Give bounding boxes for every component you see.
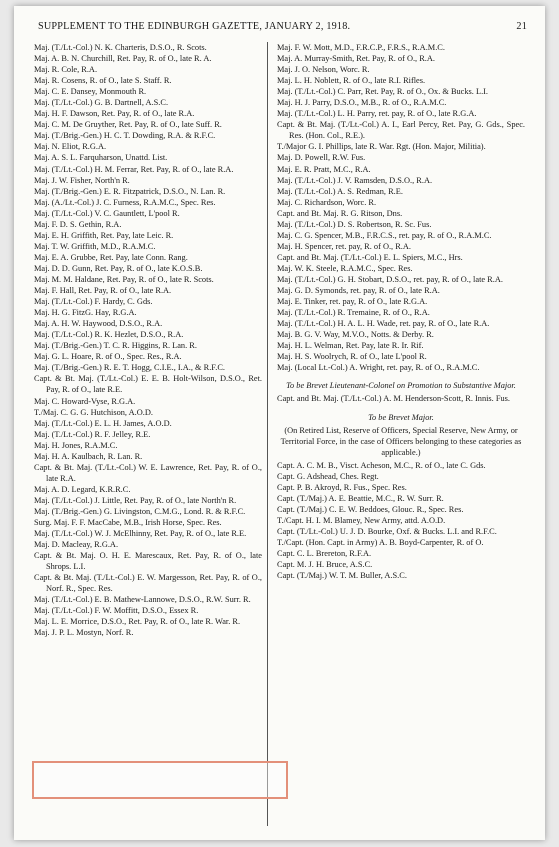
page-number: 21 <box>516 21 527 32</box>
highlight-box <box>32 761 288 799</box>
gazette-entry: Maj. W. K. Steele, R.A.M.C., Spec. Res. <box>277 263 413 273</box>
gazette-entry: Capt. and Bt. Maj. (T./Lt.-Col.) A. M. Henderson-Scott, R. Innis. Fus. <box>277 394 510 404</box>
gazette-entry: Maj. F. D. S. Gethin, R.A. <box>34 219 122 229</box>
gazette-entry: Maj. C. E. Dansey, Monmouth R. <box>34 87 147 97</box>
gazette-entry: Maj. H. G. FitzG. Hay, R.G.A. <box>34 308 137 318</box>
gazette-entry: Maj. B. G. V. Way, M.V.O., Notts. & Derby. R. <box>277 330 434 340</box>
gazette-entry: Maj. (T./Brig.-Gen.) E. R. Fitzpatrick, D.S.O., N. Lan. R. <box>34 186 226 196</box>
gazette-entry: Maj. (T./Lt.-Col.) L. H. Parry, ret. pay, R. of O., late R.G.A. <box>277 109 477 119</box>
gazette-entry: Maj. (T./Lt.-Col.) E. B. Mathew-Lannowe, D.S.O., R.W. Surr. R. <box>34 595 251 605</box>
gazette-entry: Maj. (T./Brig.-Gen.) T. C. R. Higgins, R. Lan. R. <box>34 341 197 351</box>
gazette-entry: Maj. H. S. Woolrych, R. of O., late L'pool R. <box>277 352 427 362</box>
gazette-entry: T./Capt. (Hon. Capt. in Army) A. B. Boyd-Carpenter, R. of O. <box>277 538 484 548</box>
gazette-entry: Maj. D. Macleay, R.G.A. <box>34 540 119 550</box>
gazette-entry: Maj. R. Cole, R.A. <box>34 65 98 75</box>
gazette-entry: T./Capt. H. I. M. Blamey, New Army, attd. A.O.D. <box>277 515 446 525</box>
column-divider <box>267 42 268 826</box>
gazette-entry: Capt. & Bt. Maj. (T./Lt.-Col.) E. E. B. Holt-Wilson, D.S.O., Ret. Pay, R. of O., late R.E. <box>34 374 262 395</box>
gazette-entry: Surg. Maj. F. F. MacCabe, M.B., Irish Horse, Spec. Res. <box>34 518 222 528</box>
gazette-entry: Maj. H. F. Dawson, Ret. Pay, R. of O., late R.A. <box>34 109 195 119</box>
gazette-entry: Maj. (T./Lt.-Col.) G. H. Stobart, D.S.O., ret. pay, R. of O., late R.A. <box>277 274 503 284</box>
gazette-entry: Maj. D. Powell, R.W. Fus. <box>277 153 366 163</box>
gazette-entry: T./Major G. I. Phillips, late R. War. Rgt. (Hon. Major, Militia). <box>277 142 486 152</box>
gazette-entry: Capt. C. L. Brereton, R.F.A. <box>277 549 372 559</box>
gazette-entry: Maj. C. G. Spencer, M.B., F.R.C.S., ret. pay, R. of O., R.A.M.C. <box>277 230 492 240</box>
gazette-entry: Maj. (T./Lt.-Col.) F. W. Moffitt, D.S.O., Essex R. <box>34 606 199 616</box>
gazette-entry: Maj. A. H. W. Haywood, D.S.O., R.A. <box>34 319 163 329</box>
gazette-entry: Maj. A. Murray-Smith, Ret. Pay, R. of O., R.A. <box>277 54 435 64</box>
gazette-entry: Maj. H. A. Kaulbach, R. Lan. R. <box>34 451 143 461</box>
gazette-entry: Capt. & Bt. Maj. (T./Lt.-Col.) E. W. Margesson, Ret. Pay, R. of O., Norf. R., Spec. Res. <box>34 573 262 594</box>
gazette-entry: Maj. H. Jones, R.A.M.C. <box>34 440 118 450</box>
gazette-entry: Capt. (T./Maj.) C. E. W. Beddoes, Glouc. R., Spec. Res. <box>277 504 464 514</box>
gazette-entry: Maj. (T./Lt.-Col.) W. J. McElhinny, Ret. Pay, R. of O., late R.E. <box>34 529 247 539</box>
gazette-entry: Capt. & Bt. Maj. (T./Lt.-Col.) W. E. Lawrence, Ret. Pay, R. of O., late R.A. <box>34 462 262 483</box>
gazette-entry: Maj. (T./Lt.-Col.) G. B. Dartnell, A.S.C. <box>34 98 169 108</box>
gazette-entry: Maj. (T./Lt.-Col.) C. Parr, Ret. Pay, R. of O., Ox. & Bucks. L.I. <box>277 87 489 97</box>
gazette-entry: Maj. (T./Lt.-Col.) H. M. Ferrar, Ret. Pay, R. of O., late R.A. <box>34 164 234 174</box>
gazette-entry: Capt. (T./Maj.) W. T. M. Buller, A.S.C. <box>277 571 407 581</box>
gazette-entry: Maj. J. O. Nelson, Worc. R. <box>277 65 370 75</box>
gazette-entry: Maj. (T./Lt.-Col.) N. K. Charteris, D.S.O., R. Scots. <box>34 43 207 52</box>
gazette-entry: Maj. (T./Brig.-Gen.) H. C. T. Dowding, R.A. & R.F.C. <box>34 131 216 141</box>
gazette-entry: Maj. A. B. N. Churchill, Ret. Pay, R. of O., late R. A. <box>34 54 212 64</box>
gazette-entry: Capt. and Bt. Maj. (T./Lt.-Col.) E. L. Spiers, M.C., Hrs. <box>277 252 463 262</box>
gazette-entry: Capt. M. J. H. Bruce, A.S.C. <box>277 560 373 570</box>
header-title: SUPPLEMENT TO THE EDINBURGH GAZETTE, JANUARY 2, 1918. <box>38 21 351 32</box>
gazette-entry: Maj. L. H. Noblett, R. of O., late R.I. Rifles. <box>277 76 426 86</box>
gazette-entry: Maj. E. H. Griffith, Ret. Pay, late Leic. R. <box>34 230 174 240</box>
gazette-entry: Maj. (T./Brig.-Gen.) G. Livingston, C.M.G., Lond. R. & R.F.C. <box>34 506 246 516</box>
gazette-entry: Maj. E. R. Pratt, M.C., R.A. <box>277 164 371 174</box>
page-header <box>38 21 527 32</box>
gazette-entry: Maj. (T./Lt.-Col.) E. L. H. James, A.O.D. <box>34 418 172 428</box>
gazette-entry: Maj. (T./Lt.-Col.) J. Little, Ret. Pay, R. of O., late North'n R. <box>34 495 237 505</box>
gazette-entry: Maj. J. W. Fisher, North'n R. <box>34 175 130 185</box>
gazette-entry: T./Maj. C. G. G. Hutchison, A.O.D. <box>34 407 153 417</box>
gazette-entry: Maj. C. Richardson, Worc. R. <box>277 197 377 207</box>
section-title-brevet-lt-col: To be Brevet Lieutenant-Colonel on Promotion to Substantive Major. <box>286 381 516 391</box>
gazette-entry: Maj. (T./Lt.-Col.) H. A. L. H. Wade, ret. pay, R. of O., late R.A. <box>277 319 490 329</box>
gazette-entry: Maj. A. D. Legard, K.R.R.C. <box>34 484 131 494</box>
gazette-entry: Maj. A. S. L. Farquharson, Unattd. List. <box>34 153 168 163</box>
gazette-entry: Maj. H. Spencer, ret. pay, R. of O., R.A. <box>277 241 411 251</box>
gazette-entry: Maj. (T./Lt.-Col.) J. V. Ramsden, D.S.O., R.A. <box>277 175 433 185</box>
gazette-entry: Maj. E. A. Grubbe, Ret. Pay, late Conn. Rang. <box>34 252 188 262</box>
gazette-entry: Maj. (T./Lt.-Col.) R. K. Hezlet, D.S.O., R.A. <box>34 330 184 340</box>
gazette-entry: Maj. M. M. Haldane, Ret. Pay, R. of O., late R. Scots. <box>34 274 214 284</box>
gazette-entry: Capt. A. C. M. B., Visct. Acheson, M.C., R. of O., late C. Gds. <box>277 460 486 470</box>
gazette-entry: Maj. H. L. Welman, Ret. Pay, late R. Ir. Rif. <box>277 341 424 351</box>
gazette-entry: Capt. G. Adshead, Ches. Regt. <box>277 471 379 481</box>
gazette-entry: Maj. E. Tinker, ret. pay, R. of O., late R.G.A. <box>277 297 428 307</box>
gazette-entry: Maj. F. Hall, Ret. Pay, R. of O., late R.A. <box>34 286 172 296</box>
gazette-entry: Capt. & Bt. Maj. (T./Lt.-Col.) A. I., Earl Percy, Ret. Pay, G. Gds., Spec. Res. (Hon. Col., R.E.). <box>277 120 525 141</box>
gazette-entry: Capt. and Bt. Maj. R. G. Ritson, Dns. <box>277 208 403 218</box>
gazette-entry: Maj. F. W. Mott, M.D., F.R.C.P., F.R.S., R.A.M.C. <box>277 43 445 52</box>
gazette-entry: Maj. G. D. Symonds, ret. pay, R. of O., late R.A. <box>277 286 440 296</box>
gazette-entry: Maj. (T./Brig.-Gen.) R. E. T. Hogg, C.I.E., I.A., & R.F.C. <box>34 363 225 373</box>
gazette-entry: Maj. (Local Lt.-Col.) A. Wright, ret. pay, R. of O., R.A.M.C. <box>277 363 480 373</box>
gazette-entry: Maj. (T./Lt.-Col.) R. F. Jelley, R.E. <box>34 429 151 439</box>
gazette-entry: Maj. (A./Lt.-Col.) J. C. Furness, R.A.M.C., Spec. Res. <box>34 197 216 207</box>
gazette-entry: Capt. P. B. Akroyd, R. Fus., Spec. Res. <box>277 482 407 492</box>
gazette-entry: Capt. (T./Lt.-Col.) U. J. D. Bourke, Oxf. & Bucks. L.I. and R.F.C. <box>277 526 497 536</box>
gazette-entry: Maj. (T./Lt.-Col.) A. S. Redman, R.E. <box>277 186 403 196</box>
gazette-entry: Maj. N. Eliot, R.G.A. <box>34 142 107 152</box>
section-title-brevet-major: To be Brevet Major. <box>368 412 434 422</box>
gazette-entry: Maj. (T./Lt.-Col.) V. C. Gauntlett, L'pool R. <box>34 208 180 218</box>
gazette-entry: Maj. J. P. L. Mostyn, Norf. R. <box>34 628 134 638</box>
gazette-entry: Maj. R. Cosens, R. of O., late S. Staff. R. <box>34 76 172 86</box>
gazette-entry: Maj. (T./Lt.-Col.) R. Tremaine, R. of O., R.A. <box>277 308 430 318</box>
gazette-entry: Maj. H. J. Parry, D.S.O., M.B., R. of O., R.A.M.C. <box>277 98 447 108</box>
gazette-entry: Maj. L. E. Morrice, D.S.O., Ret. Pay, R. of O., late R. War. R. <box>34 617 241 627</box>
gazette-entry: Maj. C. M. De Gruyther, Ret. Pay, R. of O., late Suff. R. <box>34 120 222 130</box>
left-column <box>34 42 262 639</box>
gazette-entry: Maj. G. L. Hoare, R. of O., Spec. Res., R.A. <box>34 352 182 362</box>
gazette-page <box>14 6 545 840</box>
gazette-entry: Capt. & Bt. Maj. O. H. E. Marescaux, Ret. Pay, R. of O., late Shrops. L.I. <box>34 551 262 572</box>
section-note-brevet-major: (On Retired List, Reserve of Officers, Special Reserve, New Army, or Territorial Force, in the case of Officers belonging to these categories as applicable.) <box>280 425 522 457</box>
gazette-entry: Maj. (T./Lt.-Col.) D. S. Robertson, R. Sc. Fus. <box>277 219 432 229</box>
gazette-entry: Capt. (T./Maj.) A. E. Beattie, M.C., R. W. Surr. R. <box>277 493 444 503</box>
right-column <box>277 42 525 581</box>
gazette-entry: Maj. (T./Lt.-Col.) F. Hardy, C. Gds. <box>34 297 153 307</box>
gazette-entry: Maj. T. W. Griffith, M.D., R.A.M.C. <box>34 241 156 251</box>
gazette-entry: Maj. D. D. Gunn, Ret. Pay, R. of O., late K.O.S.B. <box>34 263 203 273</box>
gazette-entry: Maj. C. Howard-Vyse, R.G.A. <box>34 396 136 406</box>
